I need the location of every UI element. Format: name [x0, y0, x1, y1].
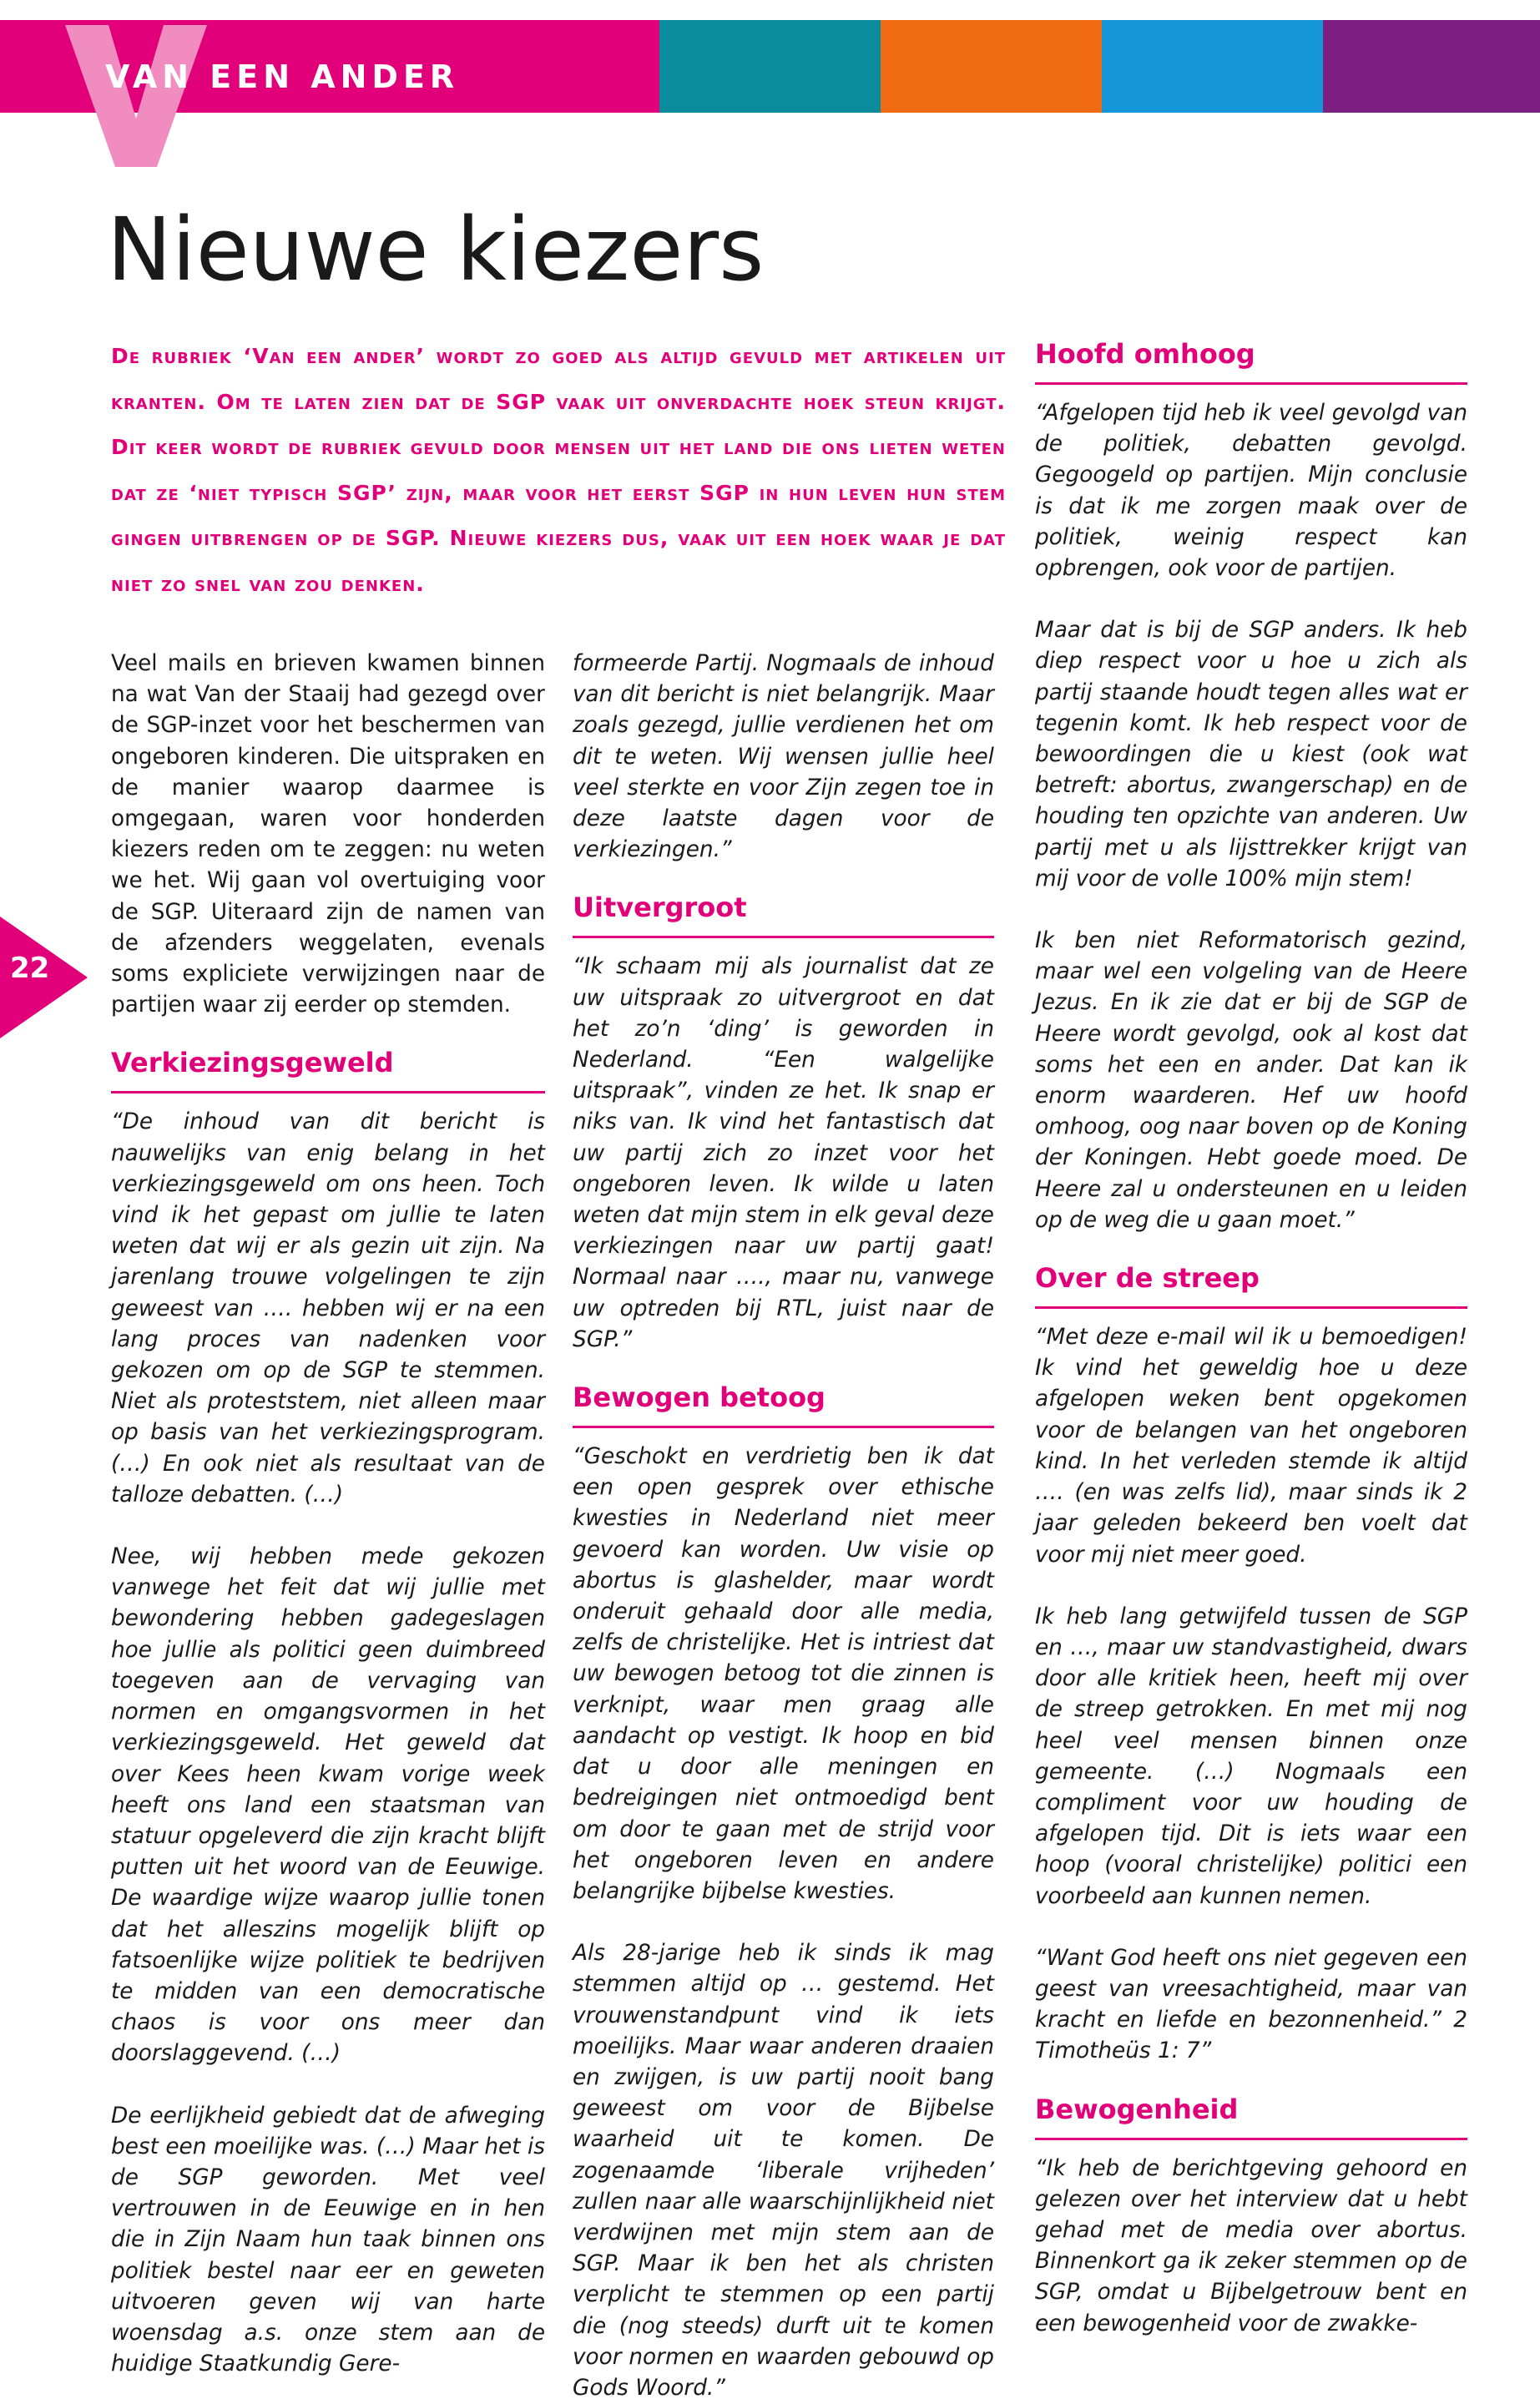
column-2: [573, 649, 994, 2404]
intro-text: De rubriek ‘Van een ander’ wordt zo goed als altijd gevuld met artikelen uit kranten. Om te laten zien dat de SGP vaak uit onverdachte hoek steun krijgt. Dit keer wordt de rubriek gevuld door mensen uit het land die ons lieten weten dat ze ‘niet typisch SGP’ zijn, maar voor het eerst SGP in hun leven hun stem gingen uitbrengen op de SGP. Nieuwe kiezers dus, vaak uit een hoek waar je dat niet zo snel van zou denken.: [111, 344, 1006, 596]
column-1: [111, 649, 545, 2380]
header-bar-teal: [659, 20, 881, 113]
paragraph: “De inhoud van dit bericht is nauwelijks van enig belang in het verkiezingsgeweld om ons heen. Toch vind ik het gepast om jullie te laten weten dat wij er als gezin uit zijn. Na jarenlang trouwe volgelingen te zijn geweest van …. hebben wij er na een lang proces van nadenken voor gekozen om op de SGP te stemmen. Niet als proteststem, niet alleen maar op basis van het verkiezingsprogram. (…) En ook niet als resultaat van de talloze debatten. (…): [111, 1109, 545, 1508]
paragraph: Veel mails en brieven kwamen binnen na wat Van der Staaij had gezegd over de SGP-inzet voor het beschermen van ongeboren kinderen. Die uitspraken en de manier waarop daarmee is omgegaan, waren voor honderden kiezers reden om te zeggen: nu weten we het. Wij gaan vol overtuiging voor de SGP. Uiteraard zijn de namen van de afzenders weggelaten, evenals soms expliciete verwijzingen naar de partijen waar zij eerder op stemden.: [111, 651, 545, 1018]
page-number: 22: [10, 952, 50, 985]
subheading-bewogenheid: Bewogenheid: [1035, 2093, 1467, 2140]
section-label: VAN EEN ANDER: [105, 58, 460, 95]
paragraph: Ik heb lang getwijfeld tussen de SGP en …, maar uw standvastigheid, dwars door alle kritiek heen, heeft mij over de streep getrokken. En met mij nog heel veel mensen binnen onze gemeente. (…) Nogmaals een compliment voor uw houding de afgelopen tijd. Dit is iets waar een hoop (vooral christelijke) politici een voorbeeld aan kunnen nemen.: [1035, 1604, 1467, 1909]
paragraph: formeerde Partij. Nogmaals de inhoud van dit bericht is niet belangrijk. Maar zoals gezegd, jullie verdienen het om dit te weten. Wij wensen jullie heel veel sterkte en voor Zijn zegen toe in deze laatste dagen voor de verkiezingen.”: [573, 651, 994, 863]
subheading-uitvergroot: Uitvergroot: [573, 891, 994, 938]
paragraph: “Ik schaam mij als journalist dat ze uw uitspraak zo uitvergroot en dat het zo’n ‘ding’ is geworden in Nederland. “Een walgelijke uitspraak”, vinden ze het. Ik snap er niks van. Ik vind het fantastisch dat uw partij zich zo inzet voor het ongeboren leven. Ik wilde u laten weten dat mijn stem in elk geval deze verkiezingen naar uw partij gaat! Normaal naar …., maar nu, vanwege uw optreden bij RTL, juist naar de SGP.”: [573, 954, 994, 1352]
header-bar-blue: [1102, 20, 1323, 113]
paragraph: “Want God heeft ons niet gegeven een geest van vreesachtigheid, maar van kracht en liefde en bezonnenheid.” 2 Timotheüs 1: 7”: [1035, 1945, 1467, 2064]
paragraph: Nee, wij hebben mede gekozen vanwege het feit dat wij jullie met bewondering hebben gadegeslagen hoe jullie als politici geen duimbreed toegeven aan de vervaging van normen en omgangsvormen in het verkiezingsgeweld. Het geweld dat over Kees heen kwam vorige week heeft ons land een staatsman van statuur opgeleverd die zijn kracht blijft putten uit het woord van de Eeuwige. De waardige wijze waarop jullie tonen dat het alleszins mogelijk blijft op fatsoenlijke wijze politiek te bedrijven te midden van een democratische chaos is voor ons meer dan doorslaggevend. (…): [111, 1544, 545, 2067]
subheading-hoofd-omhoog: Hoofd omhoog: [1035, 337, 1467, 385]
subheading-over-de-streep: Over de streep: [1035, 1261, 1467, 1309]
paragraph: “Met deze e-mail wil ik u bemoedigen! Ik vind het geweldig hoe u deze afgelopen weken bent opgekomen voor de belangen van het ongeboren kind. In het verleden stemde ik altijd …. (en was zelfs lid), maar sinds ik 2 jaar geleden bekeerd ben voelt dat voor mij niet meer goed.: [1035, 1325, 1467, 1568]
paragraph: Als 28-jarige heb ik sinds ik mag stemmen altijd op … gestemd. Het vrouwenstandpunt vind ik iets moeilijks. Maar waar anderen draaien en zwijgen, is uw partij nooit bang geweest om voor de Bijbelse waarheid uit te komen. De zogenaamde ‘liberale vrijheden’ zullen naar alle waarschijnlijkheid niet verdwijnen met mijn stem aan de SGP. Maar ik ben het als christen verplicht te stemmen op een partij die (nog steeds) durft uit te komen voor normen en waarden gebouwd op Gods Woord.”: [573, 1941, 994, 2401]
subheading-verkiezingsgeweld: Verkiezingsgeweld: [111, 1046, 545, 1093]
header-bar-purple: [1323, 20, 1540, 113]
paragraph: Ik ben niet Reformatorisch gezind, maar wel een volgeling van de Heere Jezus. En ik zie dat er bij de SGP de Heere wordt gevolgd, ook al kost dat soms het een en ander. Dat kan ik enorm waarderen. Hef uw hoofd omhoog, oog naar boven op de Koning der Koningen. Hebt goede moed. De Heere zal u ondersteunen en u leiden op de weg die u gaan moet.”: [1035, 928, 1467, 1233]
column-3: [1035, 337, 1467, 2340]
paragraph: “Afgelopen tijd heb ik veel gevolgd van de politiek, debatten gevolgd. Gegoogeld op partijen. Mijn conclusie is dat ik me zorgen maak over de politiek, weinig respect kan opbrengen, ook voor de partijen.: [1035, 401, 1467, 582]
paragraph: De eerlijkheid gebiedt dat de afweging best een moeilijke was. (…) Maar het is de SGP geworden. Met veel vertrouwen in de Eeuwige en in hen die in Zijn Naam hun taak binnen ons politiek bestel naar eer en geweten uitvoeren geven wij van harte woensdag a.s. onze stem aan de huidige Staatkundig Gere-: [111, 2103, 545, 2377]
paragraph: “Ik heb de berichtgeving gehoord en gelezen over het interview dat u hebt gehad met de media over abortus. Binnenkort ga ik zeker stemmen op de SGP, omdat u Bijbelgetrouw bent en een bewogenheid voor de zwakke-: [1035, 2155, 1467, 2336]
paragraph: Maar dat is bij de SGP anders. Ik heb diep respect voor u hoe u zich als partij staande houdt tegen alles wat er tegenin komt. Ik heb respect voor de bewoordingen die u kiest (ook wat betreft: abortus, zwangerschap) en de houding ten opzichte van anderen. Uw partij met u als lijsttrekker krijgt van mij voor de volle 100% mijn stem!: [1035, 618, 1467, 891]
subheading-bewogen-betoog: Bewogen betoog: [573, 1381, 994, 1428]
paragraph: “Geschokt en verdrietig ben ik dat een open gesprek over ethische kwesties in Nederland niet meer gevoerd kan worden. Uw visie op abortus is glashelder, maar wordt onderuit gehaald door alle media, zelfs de christelijke. Het is intriest dat uw bewogen betoog tot die zinnen is verknipt, waar men graag alle aandacht op vestigt. Ik hoop en bid dat u door alle meningen en bedreigingen niet ontmoedigd bent om door te gaan met de strijd voor het ongeboren leven en andere belangrijke bijbelse kwesties.: [573, 1444, 994, 1904]
header-bar-orange: [881, 20, 1102, 113]
page-title: Nieuwe kiezers: [107, 199, 765, 300]
v-logo-icon: [65, 25, 207, 167]
